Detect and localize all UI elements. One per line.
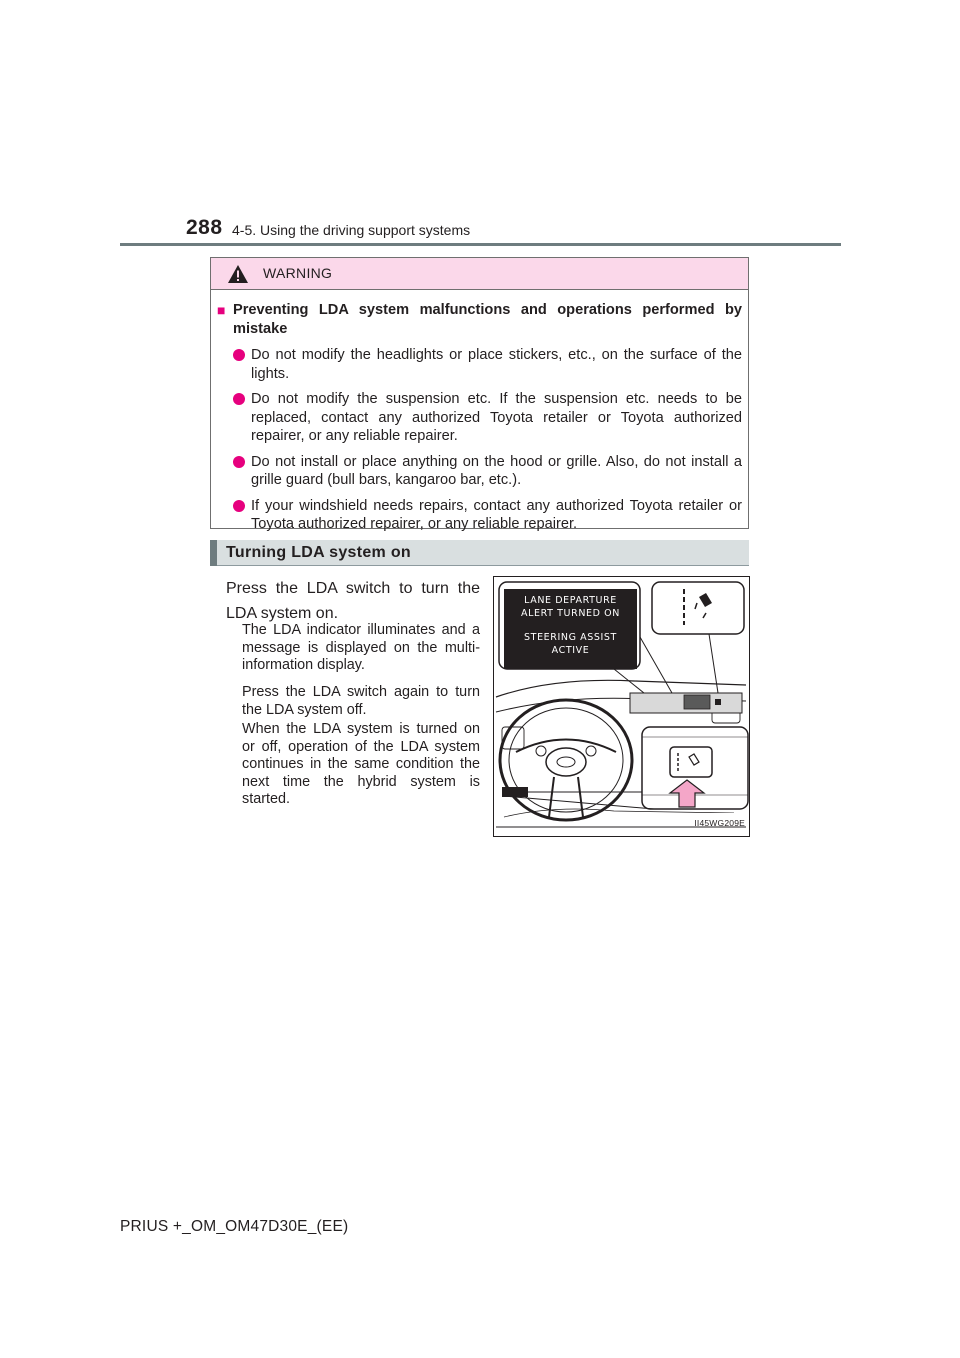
subsection-header xyxy=(210,540,749,566)
display-line: LANE DEPARTURE xyxy=(524,595,617,606)
warning-bullet xyxy=(217,346,742,383)
dashboard-illustration xyxy=(493,576,750,837)
warning-heading xyxy=(217,301,742,338)
display-line: ACTIVE xyxy=(551,644,590,656)
bullet-dot-icon xyxy=(233,393,245,405)
subsection-accent xyxy=(210,540,217,566)
bullet-dot-icon xyxy=(233,456,245,468)
warning-bullet xyxy=(217,390,742,446)
warning-heading-text: Preventing LDA system malfunctions and operations performed by mistake xyxy=(233,302,742,337)
display-line: STEERING ASSIST xyxy=(524,632,617,643)
section-title: 4-5. Using the driving support systems xyxy=(232,222,471,238)
warning-bullet-text: Do not modify the suspension etc. If the suspension etc. needs to be replaced, contact any authorized Toyota retailer or Toyota authorized repairer, or any reliable repairer. xyxy=(251,391,742,444)
footer-model: PRIUS +_OM_OM47D30E_(EE) xyxy=(120,1218,349,1235)
warning-triangle-icon xyxy=(227,264,249,284)
square-bullet-icon: ■ xyxy=(217,302,226,318)
lead-instruction: Press the LDA switch to turn the LDA system on. xyxy=(226,580,480,622)
warning-bullet xyxy=(217,453,742,490)
display-message xyxy=(504,595,637,657)
warning-box xyxy=(210,257,749,532)
page-number: 288 xyxy=(186,216,223,239)
note-text: The LDA indicator illuminates and a message is displayed on the multi-information display. xyxy=(242,622,480,673)
warning-bullet-text: If your windshield needs repairs, contact any authorized Toyota retailer or Toyota authorized repairer, or any reliable repairer. xyxy=(251,497,742,532)
warning-label: WARNING xyxy=(263,265,333,281)
warning-bullet-text: Do not modify the headlights or place stickers, etc., on the surface of the lights. xyxy=(251,347,742,382)
note-text: Press the LDA switch again to turn the LDA system off. xyxy=(242,684,480,718)
figure-code: II45WG209E xyxy=(694,818,745,828)
display-line: ALERT TURNED ON xyxy=(521,607,620,619)
warning-body xyxy=(211,290,748,534)
bullet-dot-icon xyxy=(233,349,245,361)
bullet-dot-icon xyxy=(233,500,245,512)
warning-bullet xyxy=(217,497,742,534)
warning-bullet-text: Do not install or place anything on the hood or grille. Also, do not install a grille guard (bull bars, kangaroo bar, etc.). xyxy=(251,453,742,488)
note-text: When the LDA system is turned on or off, operation of the LDA system continues in the same condition the next time the hybrid system is started. xyxy=(242,721,480,807)
header-rule xyxy=(120,243,841,246)
warning-header xyxy=(211,258,748,290)
subsection-title: Turning LDA system on xyxy=(226,544,411,561)
